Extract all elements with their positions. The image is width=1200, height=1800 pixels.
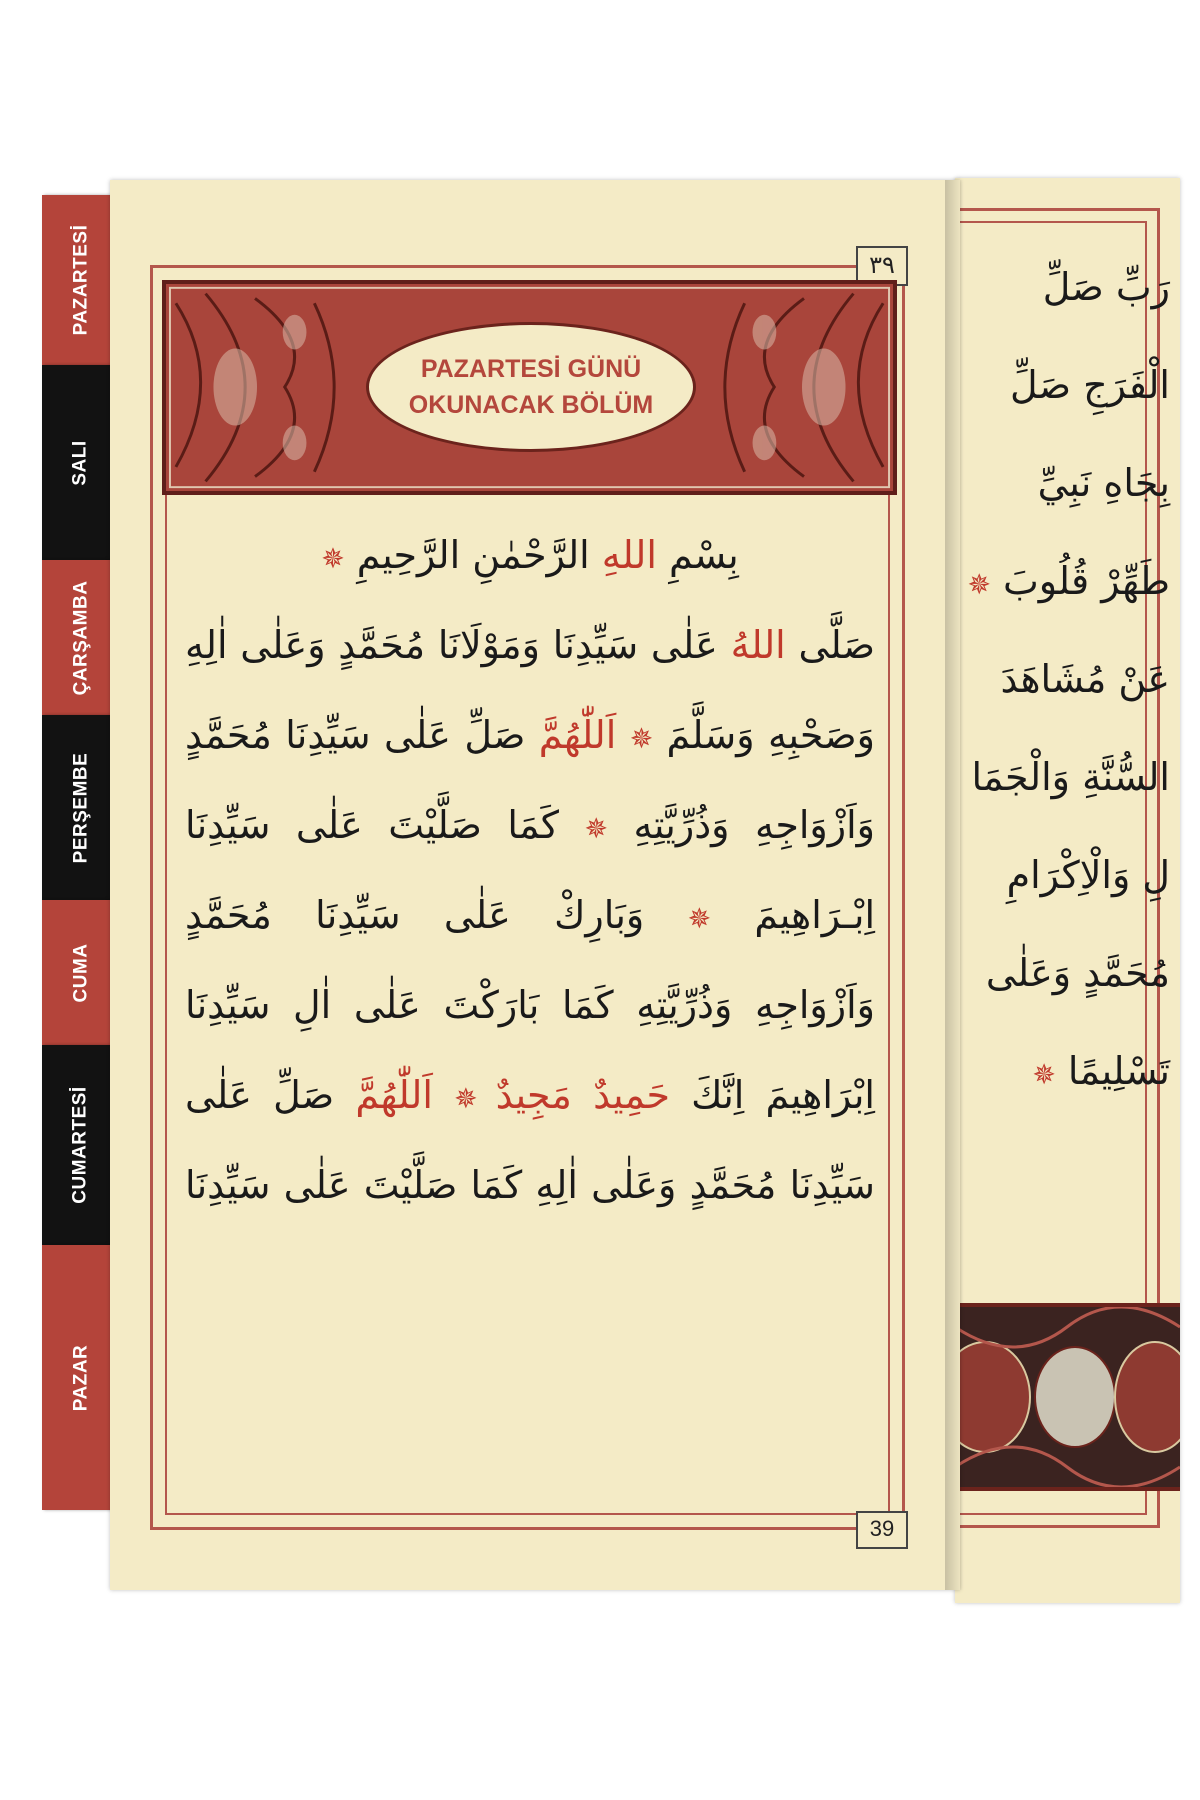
highlighted-word: اَللّٰهُمَّ <box>538 713 630 757</box>
right-page-line <box>955 532 1180 630</box>
verse-line <box>185 780 875 870</box>
verse-line <box>185 510 875 600</box>
tab-sali[interactable]: SALI <box>42 365 120 560</box>
text-segment: بِسْمِ <box>656 533 739 577</box>
page-number: 39 <box>856 1511 908 1549</box>
text-segment: رَبِّ صَلِّ <box>1042 265 1170 309</box>
text-segment: عَنْ مُشَاهَدَ <box>1000 657 1170 701</box>
section-title <box>366 322 696 452</box>
text-segment: مُحَمَّدٍ وَعَلٰى <box>985 951 1170 995</box>
verse-line <box>185 1050 875 1140</box>
tab-pazar[interactable]: PAZAR <box>42 1245 120 1510</box>
text-segment: صَلِّ عَلٰى <box>185 1073 356 1117</box>
star-ornament-icon: ✵ <box>967 568 991 601</box>
right-page-line <box>955 924 1180 1022</box>
prayer-text <box>185 510 875 1230</box>
tab-pazartesi[interactable]: PAZARTESİ <box>42 195 120 365</box>
text-segment: وَاَزْوَاجِهِ وَذُرِّيَّتِهِ <box>607 803 875 847</box>
text-segment: سَيِّدِنَا مُحَمَّدٍ وَعَلٰى اٰلِهِ كَمَا صَلَّيْتَ عَلٰى سَيِّدِنَا <box>185 1163 875 1207</box>
text-segment: وَبَارِكْ عَلٰى سَيِّدِنَا مُحَمَّدٍ <box>185 893 688 937</box>
text-segment: اِبْـرَاهِيمَ <box>711 893 876 937</box>
star-ornament-icon: ✵ <box>687 902 712 935</box>
right-page-line <box>955 336 1180 434</box>
text-segment: الرَّحْمٰنِ الرَّحِيمِ <box>344 533 602 577</box>
footer-ornament <box>955 1303 1180 1491</box>
header-ornament <box>162 280 897 495</box>
text-segment: وَاَزْوَاجِهِ وَذُرِّيَّتِهِ كَمَا بَارَكْتَ عَلٰى اٰلِ سَيِّدِنَا <box>185 983 875 1027</box>
verse-line <box>185 1140 875 1230</box>
text-segment: كَمَا صَلَّيْتَ عَلٰى سَيِّدِنَا <box>185 803 585 847</box>
text-segment: عَلٰى سَيِّدِنَا وَمَوْلَانَا مُحَمَّدٍ وَعَلٰى اٰلِهِ <box>185 623 731 667</box>
text-segment: اِبْرَاهِيمَ اِنَّكَ <box>669 1073 875 1117</box>
right-page-line <box>955 1022 1180 1120</box>
verse-line <box>185 960 875 1050</box>
right-page-line <box>955 434 1180 532</box>
verse-line <box>185 690 875 780</box>
verse-line <box>185 600 875 690</box>
star-ornament-icon: ✵ <box>454 1082 496 1115</box>
text-segment: لِ وَالْاِكْرَامِ <box>1006 853 1170 897</box>
tab-cumartesi[interactable]: CUMARTESİ <box>42 1045 120 1245</box>
star-ornament-icon: ✵ <box>584 812 608 845</box>
right-page <box>955 178 1180 1603</box>
highlighted-word: اَللّٰهُمَّ <box>355 1073 455 1117</box>
highlighted-word: حَمِيدٌ مَجِيدٌ <box>495 1073 670 1117</box>
text-segment: السُّنَّةِ وَالْجَمَا <box>971 755 1170 799</box>
tab-cuma[interactable]: CUMA <box>42 900 120 1045</box>
star-ornament-icon: ✵ <box>321 542 345 575</box>
highlighted-word: اللهِ <box>601 533 657 577</box>
text-segment: وَصَحْبِهِ وَسَلَّمَ <box>653 713 875 757</box>
tab-carsamba[interactable]: ÇARŞAMBA <box>42 560 120 715</box>
text-segment: الْفَرَجِ صَلِّ <box>1010 363 1170 407</box>
text-segment: صَلِّ عَلٰى سَيِّدِنَا مُحَمَّدٍ <box>185 713 539 757</box>
verse-line <box>185 870 875 960</box>
text-segment: تَسْلِيمًا <box>1055 1049 1170 1093</box>
right-page-line <box>955 630 1180 728</box>
text-segment: طَهِّرْ قُلُوبَ <box>990 559 1170 603</box>
highlighted-word: اللهُ <box>730 623 786 667</box>
text-segment: بِجَاهِ نَبِيِّ <box>1037 461 1170 505</box>
star-ornament-icon: ✵ <box>629 722 654 755</box>
right-page-line <box>955 826 1180 924</box>
page-number-arabic: ٣٩ <box>856 246 908 286</box>
left-page <box>110 180 960 1590</box>
title-line-2: OKUNACAK BÖLÜM <box>408 391 654 419</box>
right-page-line <box>955 238 1180 336</box>
book-spine-shadow <box>945 180 963 1590</box>
tab-persembe[interactable]: PERŞEMBE <box>42 715 120 900</box>
star-ornament-icon: ✵ <box>1032 1058 1056 1091</box>
right-page-text <box>955 238 1180 1120</box>
right-page-line <box>955 728 1180 826</box>
text-segment: صَلَّى <box>785 623 875 667</box>
title-line-1: PAZARTESİ GÜNÜ <box>420 355 642 383</box>
